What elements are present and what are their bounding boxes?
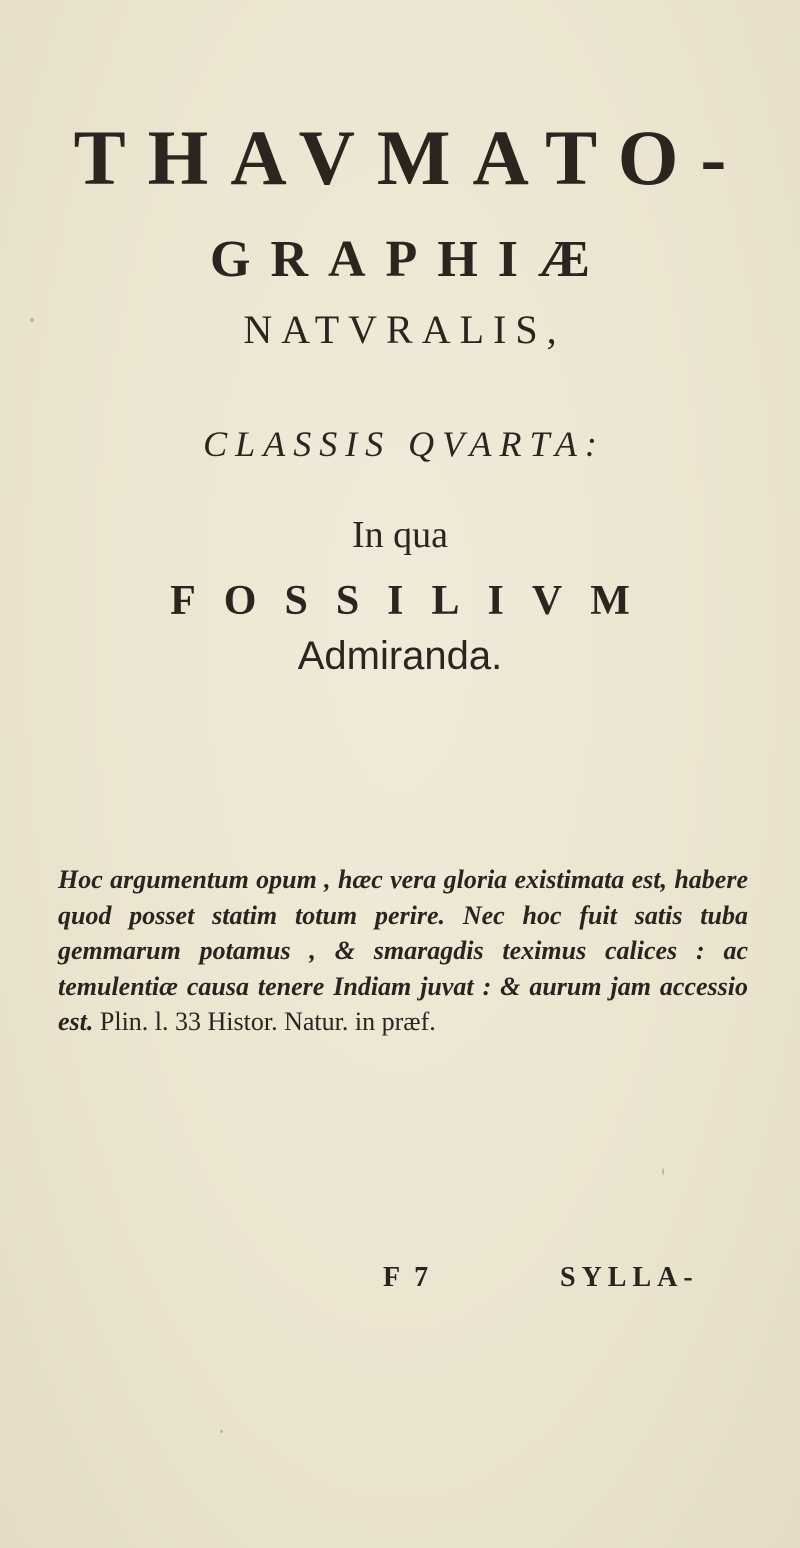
catchword: SYLLA- [560,1262,699,1293]
fossilium-heading: FOSSILIVM [170,578,658,624]
paper-speck [220,1430,223,1433]
title-line-3: NATVRALIS, [243,307,566,352]
quote-latin-text: Hoc argumentum opum , hæc vera gloria existimata est, habere quod posset statim totum perire. Nec hoc fuit satis tuba gemmarum potamus , & smaragdis teximus calices : ac temulentiæ causa tenere Indiam juvat : & aurum jam accessio est. [58,865,748,1036]
paper-speck [662,1168,664,1175]
title-line-1: THAVMATO- [73,114,749,201]
paper-speck [30,318,34,322]
epigraph-quote [58,862,748,1040]
classis-heading: CLASSIS QVARTA: [203,424,605,464]
admiranda-text: Admiranda. [297,634,503,678]
quote-citation: Plin. l. 33 Histor. Natur. in præf. [93,1007,436,1036]
in-qua-text: In qua [351,514,449,556]
signature-mark: F 7 [383,1262,433,1293]
title-line-2: GRAPHIÆ [210,231,610,288]
